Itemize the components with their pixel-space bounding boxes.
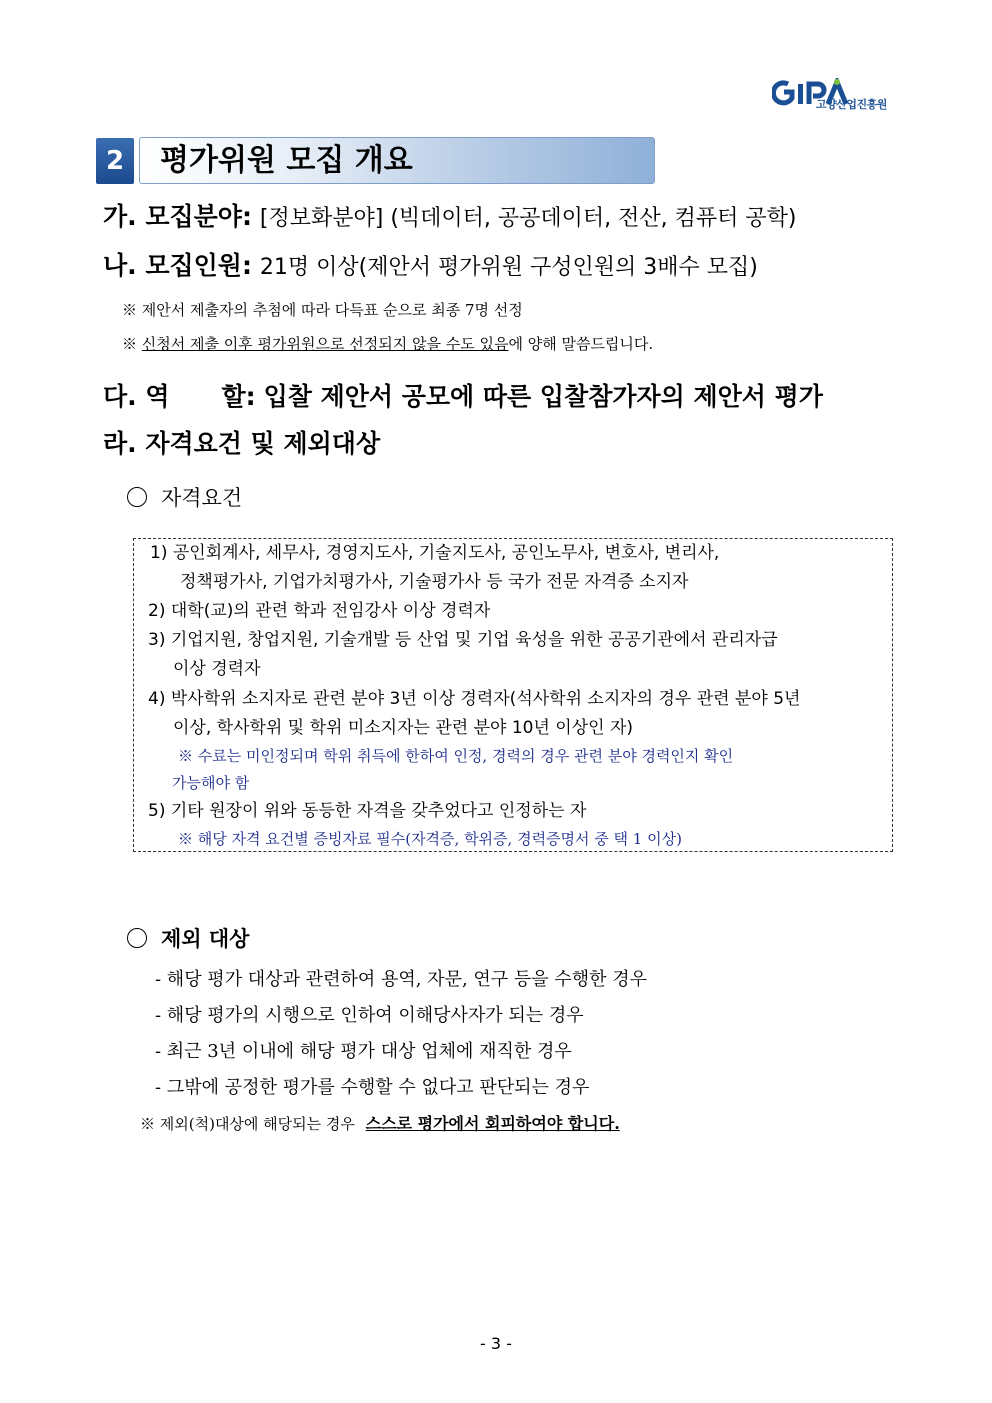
item-ra-label: 라. 자격요건 및 제외대상	[103, 429, 381, 458]
logo-org-name: 고양산업진흥원	[816, 98, 887, 111]
exclusion-item: - 해당 평가의 시행으로 인하여 이해당사자가 되는 경우	[155, 1005, 584, 1026]
item-ga	[103, 200, 796, 236]
qual-line-3: 3) 기업지원, 창업지원, 기술개발 등 산업 및 기업 육성을 위한 공공기관에서 관리자급	[148, 630, 778, 650]
exclusion-item: - 해당 평가 대상과 관련하여 용역, 자문, 연구 등을 수행한 경우	[155, 969, 648, 990]
exclusion-item: - 최근 3년 이내에 해당 평가 대상 업체에 재직한 경우	[155, 1041, 572, 1062]
note-rest: 에 양해 말씀드립니다.	[508, 335, 654, 353]
circle-bullet-icon	[127, 487, 147, 507]
item-ra	[103, 427, 380, 461]
gipa-logo	[772, 78, 902, 118]
qual-line-1b: 정책평가사, 기업가치평가사, 기술평가사 등 국가 전문 자격증 소지자	[180, 572, 689, 592]
qual-line-4b: 이상, 학사학위 및 학위 미소지자는 관련 분야 10년 이상인 자)	[173, 718, 634, 738]
note-underlined: 신청서 제출 이후 평가위원으로 선정되지 않을 수도 있음	[141, 335, 509, 353]
final-note-text: ※ 제외(척)대상에 해당되는 경우	[140, 1115, 355, 1133]
item-na	[103, 249, 758, 285]
qual-note-5: ※ 해당 자격 요건별 증빙자료 필수(자격증, 학위증, 경력증명서 중 택 1 이상)	[178, 830, 682, 848]
item-da-label-a: 다. 역	[103, 382, 170, 411]
qual-line-5: 5) 기타 원장이 위와 동등한 자격을 갖추었다고 인정하는 자	[148, 801, 587, 821]
qual-note-4b: 가능해야 함	[172, 774, 250, 792]
section-title: 평가위원 모집 개요	[160, 143, 413, 178]
final-note-emphasis: 스스로 평가에서 회피하여야 합니다.	[365, 1114, 620, 1133]
item-da-label-b: 할:	[221, 382, 256, 411]
qualifications-heading	[127, 484, 242, 512]
qualifications-heading-text: 자격요건	[161, 486, 243, 510]
item-na-value: 21명 이상(제안서 평가위원 구성인원의 3배수 모집)	[259, 255, 758, 280]
qual-line-4: 4) 박사학위 소지자로 관련 분야 3년 이상 경력자(석사학위 소지자의 경우 관련 분야 5년	[148, 689, 801, 709]
item-ga-value: [정보화분야] (빅데이터, 공공데이터, 전산, 컴퓨터 공학)	[259, 206, 797, 231]
item-na-label: 나. 모집인원:	[103, 251, 252, 280]
exclusions-final-note	[140, 1112, 620, 1136]
item-da	[103, 380, 823, 414]
item-na-note-1: ※ 제안서 제출자의 추첨에 따라 다득표 순으로 최종 7명 선정	[122, 301, 523, 319]
item-ga-label: 가. 모집분야:	[103, 202, 252, 231]
item-da-value: 입찰 제안서 공모에 따른 입찰참가자의 제안서 평가	[263, 382, 823, 411]
exclusion-item: - 그밖에 공정한 평가를 수행할 수 없다고 판단되는 경우	[155, 1077, 590, 1098]
circle-bullet-icon	[127, 928, 147, 948]
section-number: 2	[96, 138, 134, 184]
page-number: - 3 -	[480, 1334, 512, 1353]
note-mark: ※	[122, 335, 138, 353]
item-na-note-2	[122, 333, 653, 355]
qual-line-3b: 이상 경력자	[173, 659, 261, 679]
qual-line-2: 2) 대학(교)의 관련 학과 전임강사 이상 경력자	[148, 601, 491, 621]
qual-line-1: 1) 공인회계사, 세무사, 경영지도사, 기술지도사, 공인노무사, 변호사, 변리사,	[150, 543, 720, 563]
exclusions-heading-text: 제외 대상	[161, 926, 250, 951]
exclusions-heading	[127, 925, 249, 953]
qual-note-4: ※ 수료는 미인정되며 학위 취득에 한하여 인정, 경력의 경우 관련 분야 경력인지 확인	[178, 747, 734, 765]
